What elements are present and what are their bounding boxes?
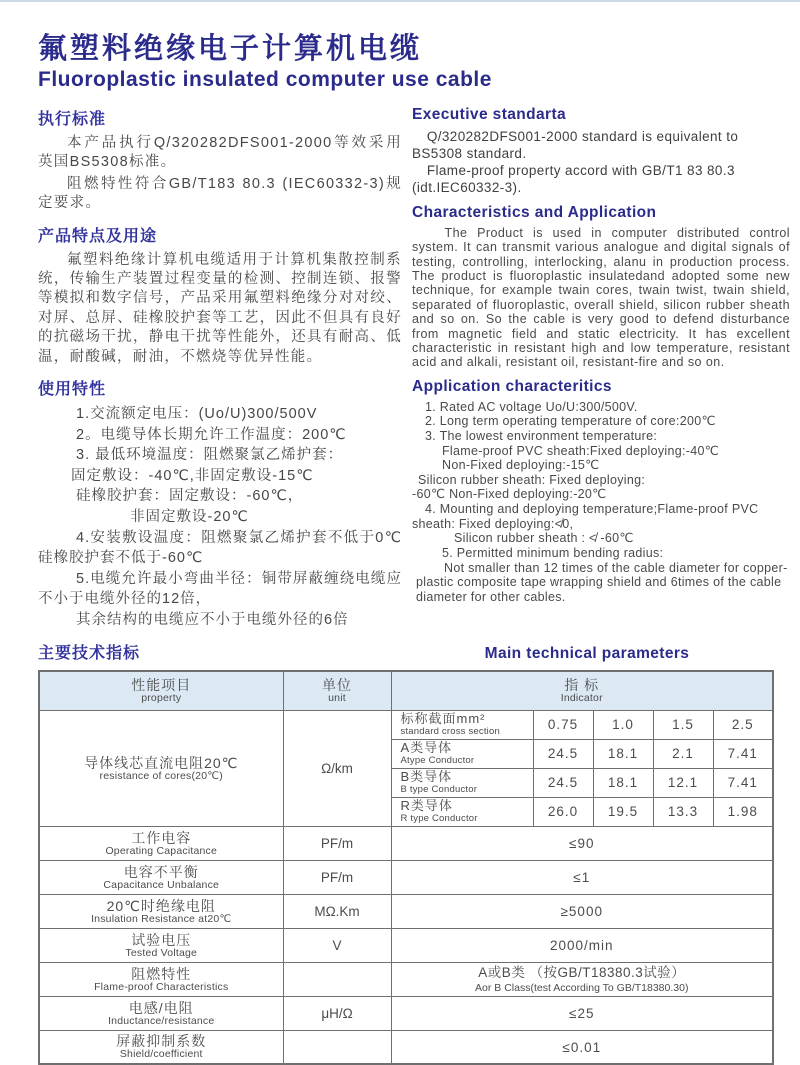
property-cell — [39, 996, 283, 1030]
product-features-heading-zh: 产品特点及用途 — [38, 227, 158, 245]
table-row-capacitance-unbalance — [39, 860, 773, 894]
sub-row-label-en: R type Conductor — [400, 813, 478, 825]
page-title-en: Fluoroplastic insulated computer use cable — [38, 67, 492, 91]
property-label-en: Flame-proof Characteristics — [94, 980, 229, 993]
sub-row-label — [391, 768, 533, 797]
sub-row-label — [391, 710, 533, 739]
usage-characteristics-heading-zh: 使用特性 — [38, 381, 107, 399]
unit-cell: MΩ.Km — [283, 894, 391, 928]
page-title-zh: 氟塑料绝缘电子计算机电缆 — [38, 33, 423, 65]
property-label-en: resistance of cores(20℃) — [99, 769, 223, 782]
table-headings-row — [38, 640, 772, 663]
exec-standard-paragraph-2-en: Flame-proof property accord with GB/T1 83 80.3 (idt.IEC60332-3). — [412, 162, 735, 195]
sub-row-label-en: B type Conductor — [400, 784, 478, 796]
unit-cell: Ω/km — [283, 710, 391, 826]
application-line: 5. Permitted minimum bending radius: — [442, 545, 664, 560]
column-header-property-en: property — [141, 692, 182, 705]
sub-row-label — [391, 797, 533, 826]
application-line: Silicon rubber sheath: Fixed deploying: — [418, 472, 646, 487]
property-cell — [39, 962, 283, 996]
unit-cell — [283, 1030, 391, 1064]
main-parameters-heading-zh: 主要技术指标 — [38, 645, 141, 663]
value-cell: 7.41 — [713, 739, 773, 768]
characteristics-paragraph-en: The Product is used in computer distributed control system. It can transmit various analogue and digital signals of testing, controlling, interlocking, alanu in production process. The product is fluoroplastic insulatedand adopted some new technique, for example twain cores, twain twist, twain shield, separated of fluoroplastic, overall shield, silicon rubber sheath and so on. So the cable is very good to defend disturbance from magnetic field and static electricity. It has excellent characteristic in resistant high and low temperature, resistant acid and alkali, resistant oil, resistant-fire and so on. — [412, 225, 790, 370]
flame-proof-value-zh: A或B类 （按GB/T18380.3试验） — [478, 965, 686, 981]
exec-standard-paragraph-1-en: Q/320282DFS001-2000 standard is equivalent to BS5308 standard. — [412, 128, 739, 161]
application-line: 4. Mounting and deploying temperature;Flame-proof PVC sheath: Fixed deploying:≮0, — [412, 502, 759, 531]
unit-cell — [283, 962, 391, 996]
value-cell: ≤1 — [391, 860, 773, 894]
usage-line: 硅橡胶护套：固定敷设：-60℃， — [76, 488, 304, 505]
table-row-insulation-resistance — [39, 894, 773, 928]
usage-line: 4.安装敷设温度：阻燃聚氯乙烯护套不低于0℃硅橡胶护套不低于-60℃ — [38, 529, 402, 567]
table-row-tested-voltage — [39, 928, 773, 962]
column-header-unit — [283, 671, 391, 710]
property-label-en: Operating Capacitance — [105, 844, 218, 857]
column-header-indicator-zh: 指 标 — [564, 677, 600, 694]
property-cell — [39, 928, 283, 962]
unit-cell: PF/m — [283, 860, 391, 894]
property-label-zh: 阻燃特性 — [131, 965, 192, 982]
property-cell — [39, 894, 283, 928]
main-technical-parameters-table — [38, 670, 774, 1065]
sub-row-label-en: standard cross section — [400, 726, 500, 738]
exec-standard-paragraph-2-zh: 阻燃特性符合GB/T183 80.3 (IEC60332-3)规定要求。 — [38, 175, 402, 212]
value-cell: 1.0 — [593, 710, 653, 739]
value-cell: 24.5 — [533, 768, 593, 797]
sub-row-label-zh: 标称截面mm² — [400, 711, 486, 727]
value-cell: 24.5 — [533, 739, 593, 768]
value-cell: 2.5 — [713, 710, 773, 739]
property-label-zh: 导体线芯直流电阻20℃ — [84, 754, 239, 771]
property-label-zh: 电容不平衡 — [123, 863, 199, 880]
application-line: Not smaller than 12 times of the cable diameter for copper-plastic composite tape wrapping shield and 6times of the cable diameter for other cables. — [416, 560, 788, 604]
right-column — [412, 106, 790, 631]
value-cell: 1.98 — [713, 797, 773, 826]
value-cell: 18.1 — [593, 739, 653, 768]
application-line: 3. The lowest environment temperature: — [425, 428, 658, 443]
main-parameters-heading-en: Main technical parameters — [484, 645, 690, 663]
value-cell: 19.5 — [593, 797, 653, 826]
usage-line: 2。电缆导体长期允许工作温度：200℃ — [76, 426, 347, 443]
table-row-flame-proof — [39, 962, 773, 996]
application-line: Non-Fixed deploying:-15℃ — [442, 458, 600, 473]
table-row-resistance-cross-section — [39, 710, 773, 739]
property-label-en: Tested Voltage — [125, 946, 198, 959]
value-cell: 2.1 — [653, 739, 713, 768]
usage-line: 5.电缆允许最小弯曲半径：铜带屏蔽缠绕电缆应不小于电缆外径的12倍， — [38, 570, 402, 608]
table-row-operating-capacitance — [39, 826, 773, 860]
sub-row-label-en: Atype Conductor — [400, 755, 475, 767]
unit-cell: PF/m — [283, 826, 391, 860]
product-features-paragraph-zh: 氟塑料绝缘计算机电缆适用于计算机集散控制系统，传输生产装置过程变量的检测、控制连锁、报警等模拟和数字信号，产品采用氟塑料绝缘分对对绞、对屏、总屏、硅橡胶护套等工艺，因此不但具有良好的抗磁场干扰，静电干扰等性能外，还具有耐高、低温，耐酸碱，耐油，不燃烧等优异性能。 — [38, 251, 402, 365]
unit-cell: V — [283, 928, 391, 962]
sub-row-label-zh: R类导体 — [400, 798, 453, 814]
usage-line: 1.交流额定电压：(Uo/U)300/500V — [76, 406, 318, 423]
application-line: Flame-proof PVC sheath:Fixed deploying:-40℃ — [442, 443, 720, 458]
application-line: Silicon rubber sheath : ≮ -60℃ — [454, 531, 634, 546]
value-cell: ≤0.01 — [391, 1030, 773, 1064]
sub-row-label-zh: B类导体 — [400, 769, 453, 785]
page-content — [0, 2, 800, 1065]
application-characteristics-heading-en: Application characteritics — [412, 377, 612, 395]
usage-line: 3. 最低环境温度：阻燃聚氯乙烯护套： — [76, 447, 344, 464]
sub-row-label — [391, 739, 533, 768]
usage-line: 非固定敷设-20℃ — [130, 509, 249, 525]
value-cell: 0.75 — [533, 710, 593, 739]
column-header-unit-zh: 单位 — [322, 677, 352, 694]
table-header-row — [39, 671, 773, 710]
column-header-indicator-en: Indicator — [560, 692, 603, 705]
property-label-zh: 工作电容 — [131, 829, 192, 846]
column-header-property — [39, 671, 283, 710]
value-cell: 18.1 — [593, 768, 653, 797]
two-column-body — [38, 105, 790, 631]
characteristics-heading-en: Characteristics and Application — [412, 203, 657, 221]
application-line: 2. Long term operating temperature of core:200℃ — [425, 414, 716, 429]
exec-standard-heading-zh: 执行标准 — [38, 110, 107, 128]
property-label-zh: 20℃时绝缘电阻 — [106, 897, 216, 914]
value-cell: 7.41 — [713, 768, 773, 797]
column-header-property-zh: 性能项目 — [131, 677, 192, 694]
application-line: 1. Rated AC voltage Uo/U:300/500V. — [425, 399, 638, 414]
table-row-inductance-resistance — [39, 996, 773, 1030]
property-cell — [39, 826, 283, 860]
value-cell: ≤90 — [391, 826, 773, 860]
value-cell: ≥5000 — [391, 894, 773, 928]
property-cell — [39, 1030, 283, 1064]
property-label-en: Insulation Resistance at20℃ — [91, 912, 232, 925]
column-header-indicator — [391, 671, 773, 710]
application-line: -60℃ Non-Fixed deploying:-20℃ — [412, 487, 607, 502]
property-label-zh: 试验电压 — [131, 931, 192, 948]
usage-line: 固定敷设：-40℃,非固定敷设-15℃ — [71, 467, 314, 484]
usage-line: 其余结构的电缆应不小于电缆外径的6倍 — [76, 611, 349, 628]
value-cell: ≤25 — [391, 996, 773, 1030]
left-column — [38, 106, 402, 631]
sub-row-label-zh: A类导体 — [400, 740, 453, 756]
value-cell: 1.5 — [653, 710, 713, 739]
table-row-shield-coefficient — [39, 1030, 773, 1064]
property-cell — [39, 860, 283, 894]
flame-proof-value-en: Aor B Class(test According To GB/T18380.30) — [475, 981, 689, 994]
unit-cell: μH/Ω — [283, 996, 391, 1030]
property-label-zh: 屏蔽抑制系数 — [116, 1033, 207, 1050]
property-label-en: Inductance/resistance — [108, 1014, 215, 1027]
value-cell: 13.3 — [653, 797, 713, 826]
value-cell: 26.0 — [533, 797, 593, 826]
property-label-en: Shield/coefficient — [119, 1048, 203, 1061]
property-label-en: Capacitance Unbalance — [103, 878, 220, 891]
exec-standard-heading-en: Executive standarta — [412, 105, 567, 123]
value-cell: 2000/min — [391, 928, 773, 962]
column-header-unit-en: unit — [328, 692, 346, 705]
value-cell — [391, 962, 773, 996]
title-block — [38, 34, 772, 92]
property-label-zh: 电感/电阻 — [128, 999, 194, 1016]
property-cell-resistance — [39, 710, 283, 826]
exec-standard-paragraph-1-zh: 本产品执行Q/320282DFS001-2000等效采用英国BS5308标准。 — [38, 134, 402, 171]
value-cell: 12.1 — [653, 768, 713, 797]
